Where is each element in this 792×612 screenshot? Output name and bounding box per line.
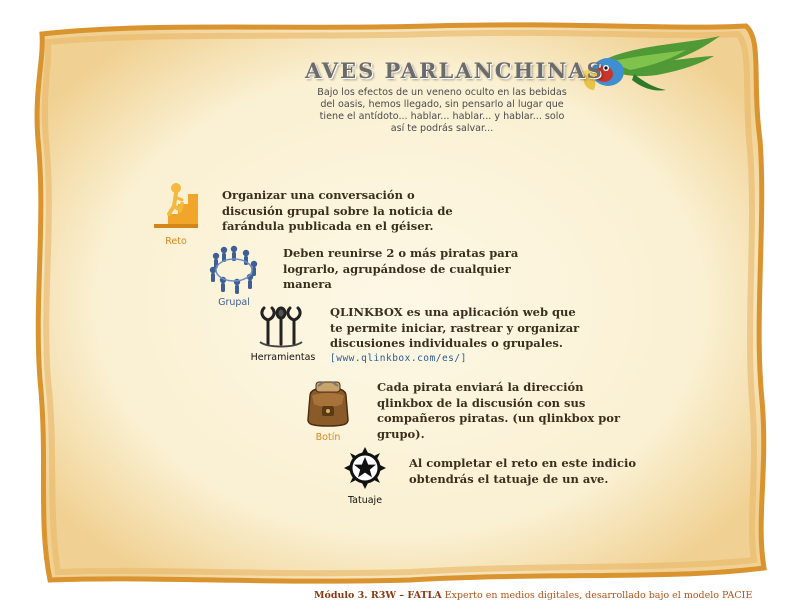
- row-text-herramientas-body: QLINKBOX es una aplicación web que te permite iniciar, rastrear y organizar discusiones individuales o grupales.: [330, 305, 580, 350]
- icon-caption-botin: Botín: [315, 432, 341, 443]
- icon-caption-tatuaje: Tatuaje: [347, 495, 383, 506]
- page-title: AVES PARLANCHINAS: [305, 58, 604, 83]
- treasure-bag-icon: [304, 380, 352, 428]
- icon-caption-grupal: Grupal: [218, 297, 250, 308]
- pentagram-tattoo-icon: [344, 446, 386, 494]
- icon-caption-herramientas: Herramientas: [250, 352, 316, 363]
- row-text-botin: Cada pirata enviará la dirección qlinkbox de la discusión con sus compañeros piratas. (un qlinkbox por grupo).: [377, 380, 620, 441]
- row-text-tatuaje: Al completar el reto en este indicio obtendrás el tatuaje de un ave.: [409, 456, 637, 486]
- group-circle-icon: [206, 244, 262, 294]
- footer-description: Experto en medios digitales, desarrollado bajo el modelo PACIE: [441, 590, 753, 601]
- icon-caption-reto: Reto: [165, 236, 187, 247]
- qlinkbox-link[interactable]: [www.qlinkbox.com/es/]: [330, 352, 467, 364]
- footer-module: Módulo 3. R3W – FATLA: [314, 590, 442, 601]
- footer-credit: [314, 590, 752, 601]
- row-text-reto: Organizar una conversación o discusión grupal sobre la noticia de farándula publicada en el géiser.: [222, 188, 453, 233]
- row-text-herramientas: [330, 305, 590, 366]
- tools-icon: [256, 306, 306, 348]
- intro-text: Bajo los efectos de un veneno oculto en las bebidas del oasis, hemos llegado, sin pensarlo al lugar que tiene el antídoto... hablar... hablar... y hablar... solo así te podrás salvar...: [317, 87, 567, 134]
- climbing-stairs-icon: [150, 180, 202, 232]
- row-text-grupal: Deben reunirse 2 o más piratas para lograrlo, agrupándose de cualquier manera: [283, 246, 519, 291]
